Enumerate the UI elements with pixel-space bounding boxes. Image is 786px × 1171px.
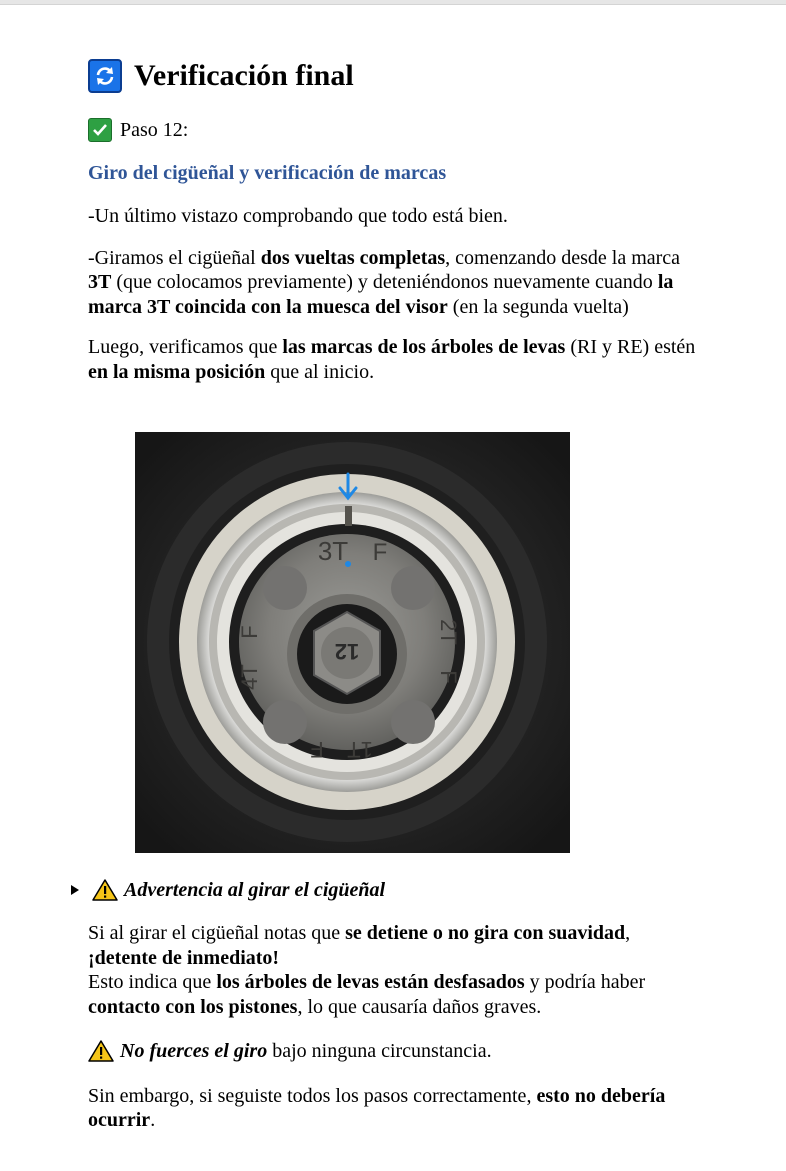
mark-top-f: F (372, 539, 388, 566)
paragraph-1: -Un último vistazo comprobando que todo está bien. (88, 205, 508, 227)
warning-heading: Advertencia al girar el cigüeñal (124, 878, 386, 901)
no-force-line: No fuerces el giro bajo ninguna circunstancia. (88, 1039, 698, 1064)
warning-icon (92, 878, 118, 902)
mark-2t: 2T (436, 619, 461, 645)
mark-1t: 1T (347, 737, 373, 762)
top-border (0, 0, 786, 5)
mark-4t: 4T (237, 664, 262, 690)
bolt-mark: 12 (334, 639, 360, 664)
page-title (88, 56, 698, 96)
paragraph-3: Luego, verificamos que las marcas de los árboles de levas (RI y RE) estén en la misma posición que al inicio. (88, 336, 696, 383)
warning-body (88, 921, 698, 1133)
collapse-triangle-icon[interactable] (71, 885, 79, 895)
document-body (88, 56, 698, 384)
warning-paragraph: Si al girar el cigüeñal notas que se detiene o no gira con suavidad, ¡detente de inmediato! Esto indica que los árboles de levas están desfasados y podría haber contacto con los pistones, lo que causaría daños graves. (88, 922, 646, 1018)
paragraph-2: -Giramos el cigüeñal dos vueltas completas, comenzando desde la marca 3T (que colocamos previamente) y deteniéndonos nuevamente cuando la marca 3T coincida con la muesca del visor (en la segunda vuelta) (88, 246, 681, 318)
step-line (88, 116, 698, 144)
warning-icon-2 (88, 1039, 114, 1063)
mark-bottom-f: F (310, 737, 324, 762)
step-label: Paso 12: (120, 118, 189, 141)
mark-3t: 3T (317, 536, 349, 566)
title-text: Verificación final (134, 59, 354, 92)
final-paragraph: Sin embargo, si seguiste todos los pasos correctamente, esto no debería ocurrir. (88, 1084, 666, 1131)
mark-right-f: F (436, 670, 461, 684)
crankshaft-photo (135, 432, 570, 853)
check-icon (88, 118, 112, 142)
mark-left-f: F (237, 625, 262, 639)
section-subtitle: Giro del cigüeñal y verificación de marcas (88, 162, 447, 184)
warning-toggle[interactable] (70, 876, 385, 904)
sync-icon (88, 59, 122, 93)
